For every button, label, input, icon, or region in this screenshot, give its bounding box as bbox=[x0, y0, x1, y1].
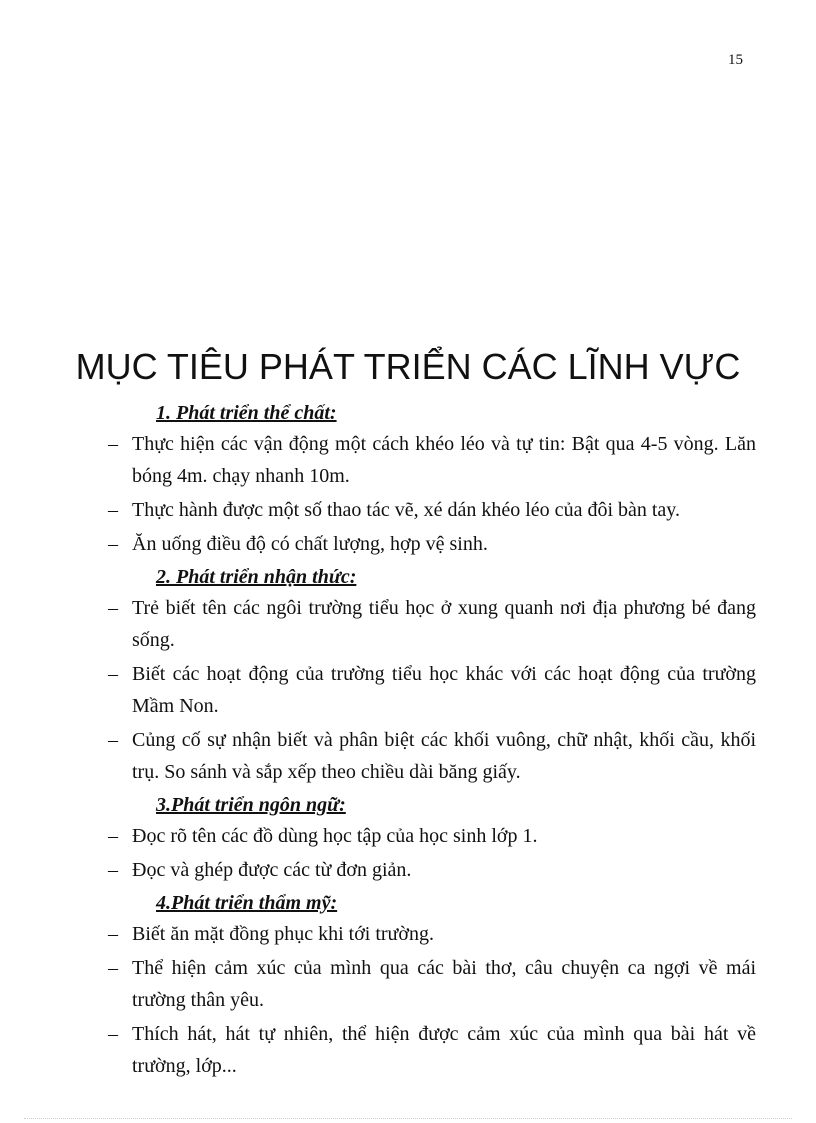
section-heading: 2. Phát triển nhận thức: bbox=[156, 566, 357, 588]
footer-divider bbox=[24, 1118, 792, 1119]
list-item bbox=[108, 724, 756, 788]
list-item-text: Củng cố sự nhận biết và phân biệt các khối vuông, chữ nhật, khối cầu, khối trụ. So sánh và sắp xếp theo chiều dài băng giấy. bbox=[132, 729, 756, 783]
section-aesthetic bbox=[108, 888, 756, 1082]
page-number: 15 bbox=[728, 52, 743, 68]
list-item-text: Thực hiện các vận động một cách khéo léo và tự tin: Bật qua 4-5 vòng. Lăn bóng 4m. chạy nhanh 10m. bbox=[132, 433, 756, 487]
list-item bbox=[108, 854, 756, 886]
list-item bbox=[108, 592, 756, 656]
bullet-dash: – bbox=[108, 825, 118, 847]
list-item-text: Thực hành được một số thao tác vẽ, xé dán khéo léo của đôi bàn tay. bbox=[132, 499, 681, 521]
section-language bbox=[108, 790, 756, 886]
bullet-dash: – bbox=[108, 957, 118, 979]
bullet-dash: – bbox=[108, 1023, 118, 1045]
list-item-text: Ăn uống điều độ có chất lượng, hợp vệ sinh. bbox=[132, 533, 488, 555]
list-item bbox=[108, 952, 756, 1016]
list-item bbox=[108, 918, 756, 950]
list-item-text: Thích hát, hát tự nhiên, thể hiện được cảm xúc của mình qua bài hát về trường, lớp... bbox=[132, 1023, 756, 1077]
bullet-dash: – bbox=[108, 729, 118, 751]
list-item bbox=[108, 658, 756, 722]
item-list bbox=[108, 918, 756, 1082]
list-item bbox=[108, 494, 756, 526]
bullet-dash: – bbox=[108, 597, 118, 619]
list-item-text: Trẻ biết tên các ngôi trường tiểu học ở xung quanh nơi địa phương bé đang sống. bbox=[132, 597, 756, 651]
list-item-text: Thể hiện cảm xúc của mình qua các bài thơ, câu chuyện ca ngợi về mái trường thân yêu. bbox=[132, 957, 756, 1011]
list-item-text: Đọc và ghép được các từ đơn giản. bbox=[132, 859, 412, 881]
bullet-dash: – bbox=[108, 923, 118, 945]
section-physical bbox=[108, 398, 756, 560]
list-item bbox=[108, 820, 756, 852]
list-item-text: Biết ăn mặt đồng phục khi tới trường. bbox=[132, 923, 434, 945]
bullet-dash: – bbox=[108, 859, 118, 881]
document-body bbox=[108, 398, 756, 1084]
item-list bbox=[108, 592, 756, 788]
item-list bbox=[108, 820, 756, 886]
list-item bbox=[108, 428, 756, 492]
section-cognitive bbox=[108, 562, 756, 788]
list-item bbox=[108, 1018, 756, 1082]
list-item-text: Biết các hoạt động của trường tiểu học khác với các hoạt động của trường Mầm Non. bbox=[132, 663, 756, 717]
bullet-dash: – bbox=[108, 533, 118, 555]
bullet-dash: – bbox=[108, 499, 118, 521]
section-heading: 3.Phát triển ngôn ngữ: bbox=[156, 794, 346, 816]
page-title: MỤC TIÊU PHÁT TRIỂN CÁC LĨNH VỰC bbox=[75, 346, 741, 387]
list-item-text: Đọc rõ tên các đồ dùng học tập của học sinh lớp 1. bbox=[132, 825, 538, 847]
bullet-dash: – bbox=[108, 433, 118, 455]
item-list bbox=[108, 428, 756, 560]
bullet-dash: – bbox=[108, 663, 118, 685]
section-heading: 1. Phát triển thể chất: bbox=[156, 402, 337, 424]
section-heading: 4.Phát triển thẩm mỹ: bbox=[156, 892, 338, 914]
list-item bbox=[108, 528, 756, 560]
